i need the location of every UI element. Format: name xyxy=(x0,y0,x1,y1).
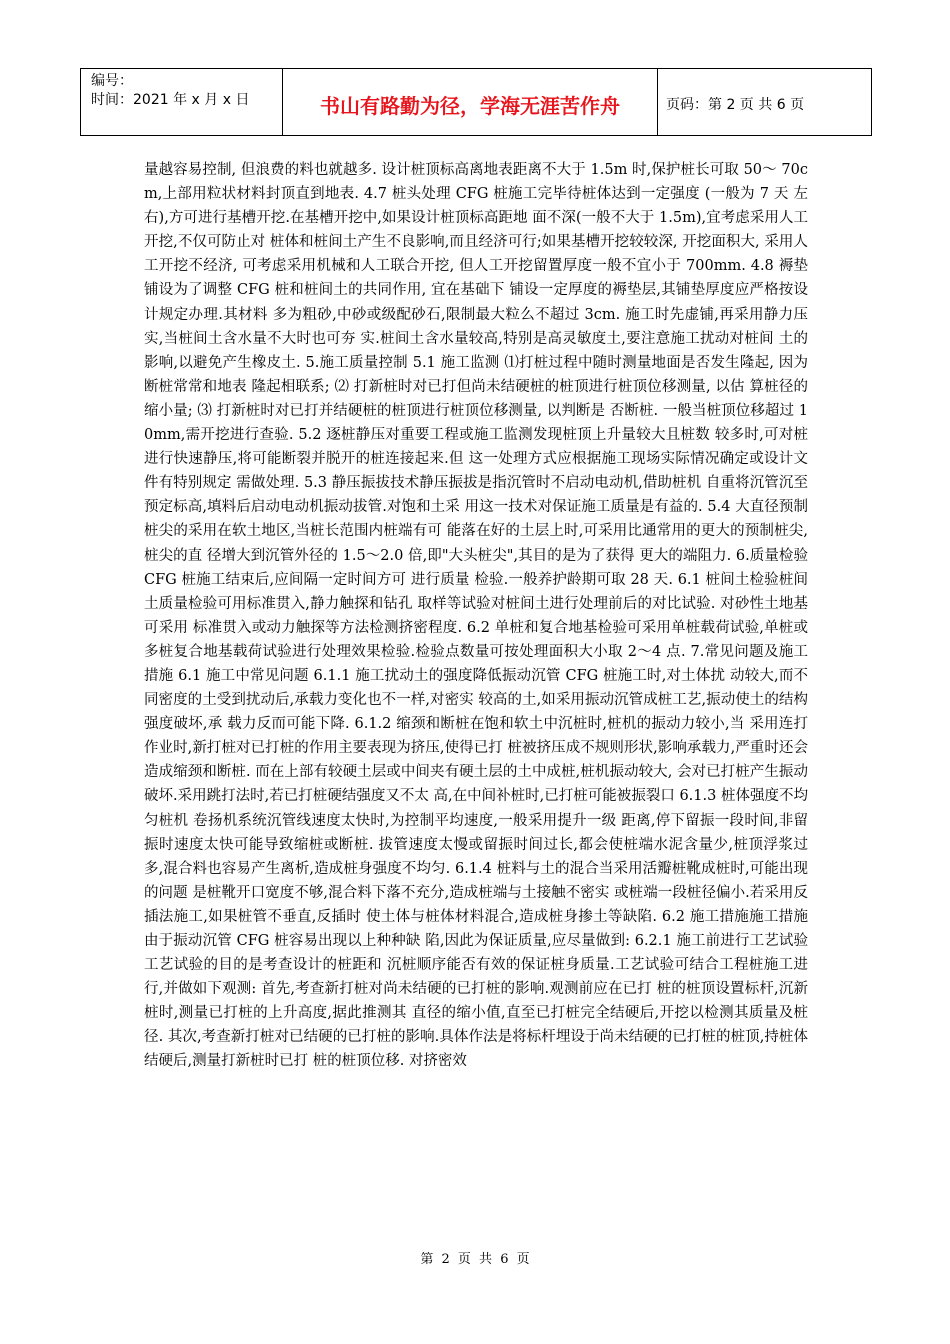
document-header xyxy=(80,68,872,136)
header-page-info: 页码：第 2 页 共 6 页 xyxy=(666,97,805,113)
header-meta-cell xyxy=(81,69,283,135)
body-paragraph: 量越容易控制, 但浪费的料也就越多. 设计桩顶标高离地表距离不大于 1.5m 时,保护桩长可取 50～ 70cm,上部用粒状材料封顶直到地表. 4.7 桩头处理 CFG 桩施工完毕待桩体达到一定强度 (一般为 7 天 左右),方可进行基槽开挖.在基槽开挖中,如果设计桩顶标高距地 面不深(一般不大于 1.5m),宜考虑采用人工开挖,不仅可防止对 桩体和桩间土产生不良影响,而且经济可行;如果基槽开挖较较深, 开挖面积大, 采用人工开挖不经济, 可考虑采用机械和人工联合开挖, 但人工开挖留置厚度一般不宜小于 700mm. 4.8 褥垫铺设为了调整 CFG 桩和桩间土的共同作用, 宜在基础下 铺设一定厚度的褥垫层,其铺垫厚度应严格按设计规定办理.其材料 多为粗砂,中砂或级配砂石,限制最大粒么不超过 3cm. 施工时先虚铺,再采用静力压实,当桩间土含水量不大时也可夯 实.桩间土含水量较高,特别是高灵敏度土,要注意施工扰动对桩间 土的影响,以避免产生橡皮土. 5.施工质量控制 5.1 施工监测 ⑴打桩过程中随时测量地面是否发生隆起, 因为断桩常常和地表 隆起相联系; ⑵ 打新桩时对已打但尚未结硬桩的桩顶进行桩顶位移测量, 以估 算桩径的缩小量; ⑶ 打新桩时对已打并结硬桩的桩顶进行桩顶位移测量, 以判断是 否断桩. 一般当桩顶位移超过 10mm,需开挖进行查验. 5.2 逐桩静压对重要工程或施工监测发现桩顶上升量较大且桩数 较多时,可对桩进行快速静压,将可能断裂并脱开的桩连接起来.但 这一处理方式应根据施工现场实际情况确定或设计文件有特别规定 需做处理. 5.3 静压振拔技术静压振拔是指沉管时不启动电动机,借助桩机 自重将沉管沉至预定标高,填料后启动电动机振动拔管.对饱和土采 用这一技术对保证施工质量是有益的. 5.4 大直径预制桩尖的采用在软土地区,当桩长范围内桩端有可 能落在好的土层上时,可采用比通常用的更大的预制桩尖,桩尖的直 径增大到沉管外径的 1.5～2.0 倍,即"大头桩尖",其目的是为了获得 更大的端阻力. 6.质量检验 CFG 桩施工结束后,应间隔一定时间方可 进行质量 检验.一般养护龄期可取 28 天. 6.1 桩间土检验桩间土质量检验可用标准贯入,静力触探和钻孔 取样等试验对桩间土进行处理前后的对比试验. 对砂性土地基可采用 标准贯入或动力触探等方法检测挤密程度. 6.2 单桩和复合地基检验可采用单桩载荷试验,单桩或多桩复合地基载荷试验进行处理效果检验.检验点数量可按处理面积大小取 2～4 点. 7.常见问题及施工措施 6.1 施工中常见问题 6.1.1 施工扰动土的强度降低振动沉管 CFG 桩施工时,对土体扰 动较大,而不同密度的土受到扰动后,承载力变化也不一样,对密实 较高的土,如采用振动沉管成桩工艺,振动使土的结构强度破坏,承 载力反而可能下降. 6.1.2 缩颈和断桩在饱和软土中沉桩时,桩机的振动力较小,当 采用连打作业时,新打桩对已打桩的作用主要表现为挤压,使得已打 桩被挤压成不规则形状,影响承载力,严重时还会造成缩颈和断桩. 而在上部有较硬土层或中间夹有硬土层的土中成桩,桩机振动较大, 会对已打桩产生振动破坏.采用跳打法时,若已打桩硬结强度又不太 高,在中间补桩时,已打桩可能被振裂口 6.1.3 桩体强度不均匀桩机 卷扬机系统沉管线速度太快时,为控制平均速度,一般采用提升一级 距离,停下留振一段时间,非留振时速度太快可能导致缩桩或断桩. 拔管速度太慢或留振时间过长,都会使桩端水泥含量少,桩顶浮浆过 多,混合料也容易产生离析,造成桩身强度不均匀. 6.1.4 桩料与土的混合当采用活瓣桩靴成桩时,可能出现的问题 是桩靴开口宽度不够,混合料下落不充分,造成桩端与土接触不密实 或桩端一段桩径偏小.若采用反插法施工,如果桩管不垂直,反插时 使土体与桩体材料混合,造成桩身掺土等缺陷. 6.2 施工措施施工措施由于振动沉管 CFG 桩容易出现以上种种缺 陷,因此为保证质量,应尽量做到: 6.2.1 施工前进行工艺试验工艺试验的目的是考查设计的桩距和 沉桩顺序能否有效的保证桩身质量.工艺试验可结合工程桩施工进行,并做如下观测: 首先,考查新打桩对尚未结硬的已打桩的影响.观测前应在已打 桩的桩顶设置标杆,沉新桩时,测量已打桩的上升高度,据此推测其 直径的缩小值,直至已打桩完全结硬后,开挖以检测其质量及桩径. 其次,考查新打桩对已结硬的已打桩的影响.具体作法是将标杆埋设于尚未结硬的已打桩的桩顶,持桩体结硬后,测量打新桩时已打 桩的桩顶位移. 对挤密效 xyxy=(144,162,808,1070)
header-motto: 书山有路勤为径，学海无涯苦作舟 xyxy=(283,69,658,135)
document-number-label: 编号： xyxy=(91,73,133,89)
document-date-label: 时间：2021 年 x 月 x 日 xyxy=(91,92,250,108)
page-footer: 第 2 页 共 6 页 xyxy=(420,1252,530,1267)
